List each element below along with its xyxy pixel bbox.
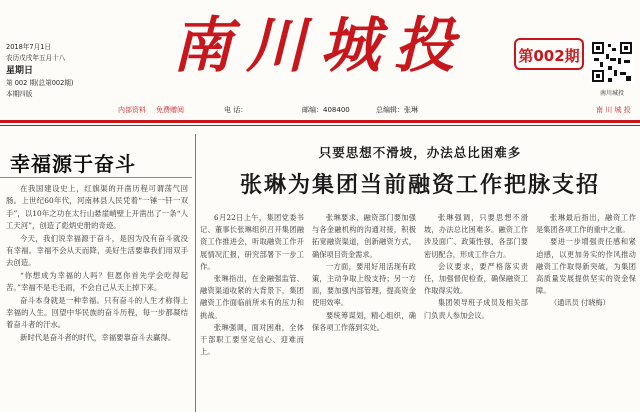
article-column-2 <box>312 212 416 412</box>
newspaper-title-logo <box>150 4 490 80</box>
article-column-3 <box>424 212 528 412</box>
masthead-rule <box>0 120 640 123</box>
article-paragraph: 要进一步增强责任感和紧迫感，以更加务实的作风推动融资工作取得新突破，为集团高质量发展提供坚实的资金保障。 <box>536 237 636 296</box>
article-paragraph: 会议要求，要严格落实责任，加强督促检查，确保融资工作取得实效。 <box>424 261 528 296</box>
article-paragraph: 要统筹谋划，精心组织，确保各项工作落到实处。 <box>312 310 416 332</box>
article-paragraph: 张琳最后指出，融资工作是集团各项工作的重中之重。 <box>536 213 636 235</box>
topbar-free: 免费赠阅 <box>156 106 184 114</box>
article-paragraph: 张琳要求，融资部门要加强与各金融机构的沟通对接，积极拓宽融资渠道，创新融资方式，确保项目资金需求。 <box>312 213 416 259</box>
article-paragraph: 一方面，要用好用活现有政策，主动争取上级支持；另一方面，要加强内部管理，提高资金使用效率。 <box>312 261 416 308</box>
topbar-postcode: 邮编：408400 <box>302 106 350 114</box>
left-paragraph: 今天，我们说幸福源于奋斗，是因为没有奋斗就没有幸福。幸福不会从天而降，美好生活要靠我们用双手去创造。 <box>6 233 188 268</box>
issue-line: 第 002 期(总第002期) <box>6 79 74 87</box>
issue-badge: 第002期 <box>514 38 584 70</box>
masthead <box>0 0 640 134</box>
article-column-1 <box>200 212 304 412</box>
topbar-editor: 总编辑：张琳 <box>376 106 418 114</box>
article-paragraph: 张琳强调，面对困难，全体干部职工要坚定信心、迎难而上。 <box>200 322 304 357</box>
main-article-body <box>200 212 640 412</box>
lunar-line: 农历戊戌年五月十八 <box>6 54 66 62</box>
svg-text:南川城投: 南川城投 <box>172 11 468 80</box>
date-line: 2018年7月1日 <box>6 43 51 51</box>
weekday: 星期日 <box>6 66 34 76</box>
left-article-headline: 幸福源于奋斗 <box>10 152 136 176</box>
topbar-internal: 内部资料 <box>118 106 146 114</box>
masthead-rule-thin <box>0 125 640 126</box>
left-paragraph: “你想成为幸福的人吗？但愿你首先学会吃得起苦。”幸福不是毛毛雨，不会自己从天上掉下来。 <box>6 270 188 293</box>
article-paragraph: 张琳指出，在金融强监管、融资渠道收紧的大背景下，集团融资工作面临前所未有的压力和挑战。 <box>200 274 304 320</box>
article-column-4 <box>536 212 636 412</box>
qr-label: 南川城投 <box>599 90 624 97</box>
article-paragraph: 6月22日上午，集团党委书记、董事长张琳组织召开集团融资工作推进会，听取融资工作开展情况汇报，研究部署下一步工作。 <box>200 213 304 271</box>
masthead-date-block <box>6 42 106 100</box>
main-article-kicker: 只要思想不滑坡，办法总比困难多 <box>318 145 522 160</box>
left-paragraph: 新时代是奋斗者的时代，幸福要靠奋斗去赢得。 <box>20 332 176 342</box>
left-article-body <box>6 183 188 344</box>
qr-code-icon <box>590 40 634 84</box>
article-paragraph: 张琳强调，只要思想不滑坡，办法总比困难多。融资工作涉及面广、政策性强，各部门要密切配合，形成工作合力。 <box>424 213 528 259</box>
main-article-headline: 张琳为集团当前融资工作把脉支招 <box>239 173 600 198</box>
left-headline-rule <box>0 177 192 178</box>
topbar-phone: 电 话： <box>224 106 248 114</box>
edition-line: 本期四版 <box>6 90 33 98</box>
masthead-info-bar <box>6 103 634 117</box>
article-paragraph: 集团领导班子成员及相关部门负责人参加会议。 <box>424 298 528 320</box>
left-paragraph: 奋斗本身就是一种幸福。只有奋斗的人生才称得上幸福的人生。回望中华民族的奋斗历程，每一步都凝结着奋斗者的汗水。 <box>6 295 188 330</box>
left-paragraph: 在我国建设史上，红旗渠的开凿历程可谓荡气回肠。上世纪60年代，河南林县人民凭着“一锤一钎一双手”，以10年之功在太行山悬崖峭壁上开凿出了一条“人工天河”，创造了彪炳史册的奇迹。 <box>6 184 188 231</box>
article-paragraph: （通讯员 付晓梅） <box>550 298 610 308</box>
topbar-right-label: 南 川 城 投 <box>596 106 631 114</box>
column-divider <box>195 134 196 412</box>
